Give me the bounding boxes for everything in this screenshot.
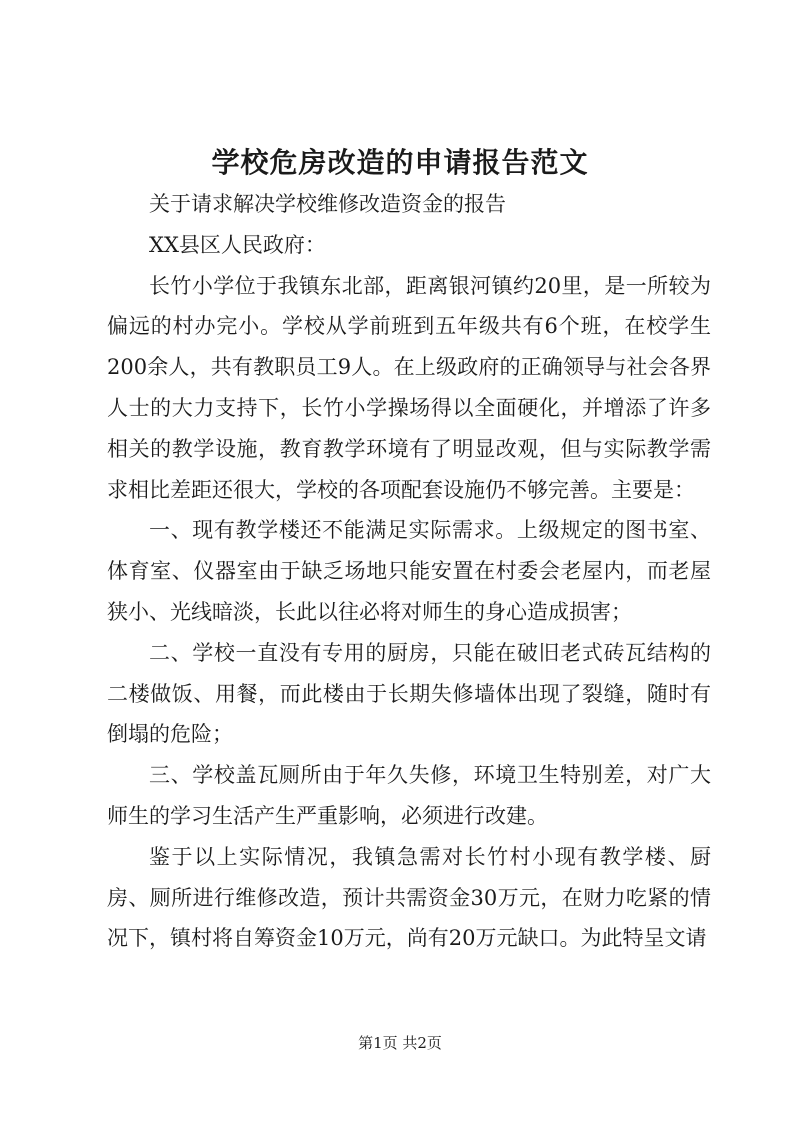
page-number: 第1页 共2页 <box>358 1034 442 1052</box>
paragraph-item-3: 三、学校盖瓦厕所由于年久失修，环境卫生特别差，对广大师生的学习生活产生严重影响，必须进行改建。 <box>107 763 711 828</box>
document-body <box>107 184 711 959</box>
paragraph-intro: 长竹小学位于我镇东北部，距离银河镇约20里，是一所较为偏远的村办完小。学校从学前班到五年级共有6个班，在校学生200余人，共有教职员工9人。在上级政府的正确领导与社会各界人士的大力支持下，长竹小学操场得以全面硬化，并增添了许多相关的教学设施，教育教学环境有了明显改观，但与实际教学需求相比差距还很大，学校的各项配套设施仍不够完善。主要是： <box>107 273 711 502</box>
report-subject: 关于请求解决学校维修改造资金的报告 <box>149 192 506 216</box>
salutation: XX县区人民政府： <box>149 232 326 257</box>
paragraph-item-1: 一、现有教学楼还不能满足实际需求。上级规定的图书室、体育室、仪器室由于缺乏场地只能安置在村委会老屋内，而老屋狭小、光线暗淡，长此以往必将对师生的身心造成损害； <box>107 518 711 624</box>
paragraph-item-2: 二、学校一直没有专用的厨房，只能在破旧老式砖瓦结构的二楼做饭、用餐，而此楼由于长期失修墙体出现了裂缝，随时有倒塌的危险； <box>107 640 711 747</box>
paragraph-request: 鉴于以上实际情况，我镇急需对长竹村小现有教学楼、厨房、厕所进行维修改造，预计共需资金30万元，在财力吃紧的情况下，镇村将自筹资金10万元，尚有20万元缺口。为此特呈文请 <box>107 844 711 951</box>
document-title: 学校危房改造的申请报告范文 <box>211 146 589 179</box>
